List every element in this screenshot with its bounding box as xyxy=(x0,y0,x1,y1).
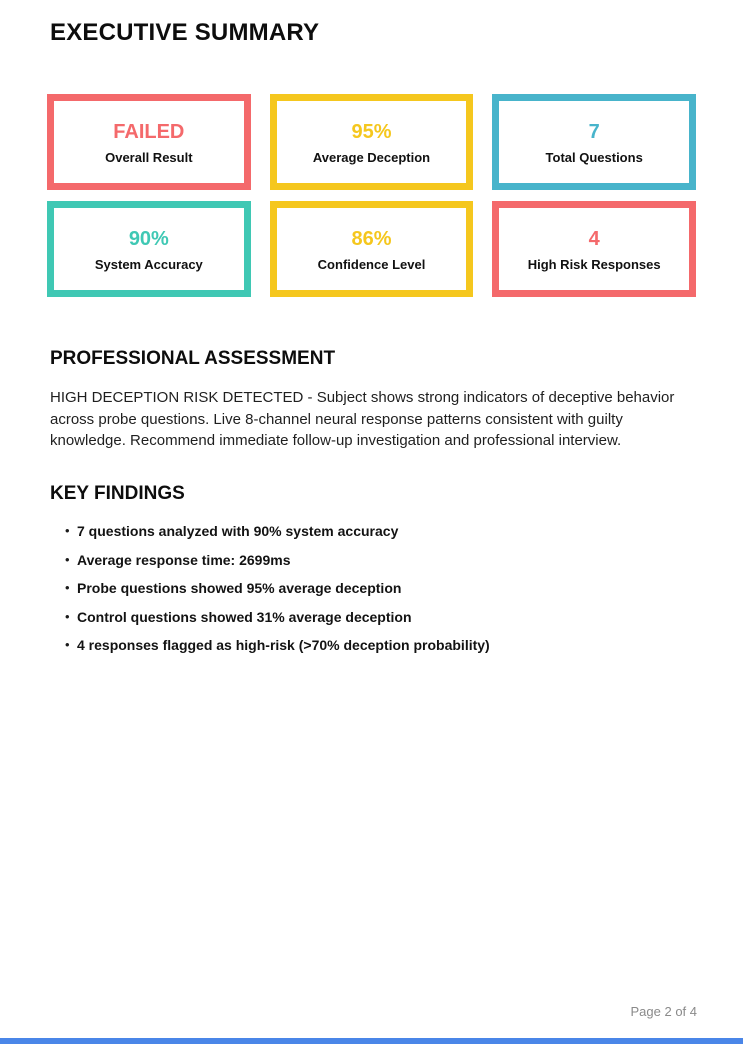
stat-card-overall-result xyxy=(47,94,251,190)
professional-assessment-body: HIGH DECEPTION RISK DETECTED - Subject shows strong indicators of deceptive behavior across probe questions. Live 8-channel neural response patterns consistent with guilty knowledge. Recommend immediate follow-up investigation and professional interview. xyxy=(50,389,675,449)
stat-label: Confidence Level xyxy=(317,257,426,272)
stat-value: 90% xyxy=(128,228,169,250)
stat-card-system-accuracy xyxy=(47,201,251,297)
stat-card-average-deception xyxy=(270,94,474,190)
stat-card-confidence-level xyxy=(270,201,474,297)
finding-item: • 4 responses flagged as high-risk (>70% deception probability) xyxy=(65,638,685,652)
finding-item: • Control questions showed 31% average deception xyxy=(65,610,685,624)
finding-item: • Probe questions showed 95% average deception xyxy=(65,581,685,595)
key-findings-heading: KEY FINDINGS xyxy=(50,483,185,504)
stat-label: System Accuracy xyxy=(94,257,203,272)
stat-label: Overall Result xyxy=(105,150,193,165)
stat-label: Total Questions xyxy=(545,150,643,165)
stat-card-grid xyxy=(47,94,696,297)
stat-value: 95% xyxy=(351,121,392,143)
stat-label: High Risk Responses xyxy=(527,257,661,272)
footer-accent-bar xyxy=(0,1038,743,1044)
stat-label: Average Deception xyxy=(312,150,431,165)
stat-value: 86% xyxy=(351,228,392,250)
key-findings-list xyxy=(65,524,685,667)
stat-card-total-questions xyxy=(492,94,696,190)
page-number: Page 2 of 4 xyxy=(630,1004,697,1019)
stat-value: 7 xyxy=(588,121,600,143)
finding-item: • 7 questions analyzed with 90% system accuracy xyxy=(65,524,685,538)
stat-value: 4 xyxy=(588,228,600,250)
stat-value: FAILED xyxy=(113,121,185,143)
finding-item: • Average response time: 2699ms xyxy=(65,553,685,567)
page-title: EXECUTIVE SUMMARY xyxy=(50,19,320,46)
stat-card-high-risk-responses xyxy=(492,201,696,297)
professional-assessment-heading: PROFESSIONAL ASSESSMENT xyxy=(50,348,336,369)
